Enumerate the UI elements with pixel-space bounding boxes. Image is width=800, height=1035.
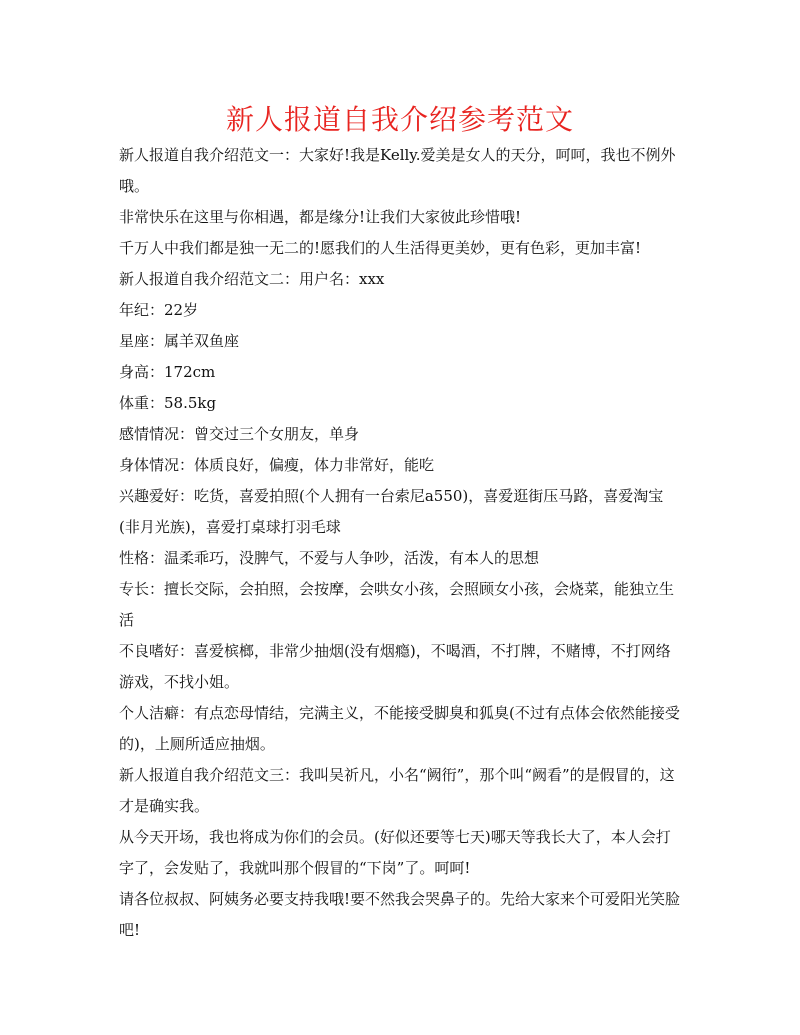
paragraph: 身高：172cm — [119, 363, 216, 381]
paragraph: 非常快乐在这里与你相遇，都是缘分!让我们大家彼此珍惜哦! — [119, 208, 522, 226]
paragraph: 请各位叔叔、阿姨务必要支持我哦!要不然我会哭鼻子的。先给大家来个可爱阳光笑脸吧! — [119, 890, 681, 939]
document-body — [119, 140, 681, 946]
paragraph: 专长：擅长交际，会拍照，会按摩，会哄女小孩，会照顾女小孩，会烧菜，能独立生活 — [119, 580, 675, 629]
paragraph: 不良嗜好：喜爱槟榔，非常少抽烟(没有烟瘾)，不喝酒，不打牌，不赌博，不打网络游戏，不找小姐。 — [119, 642, 671, 691]
paragraph: 新人报道自我介绍范文三：我叫吴祈凡，小名“阙衎”，那个叫“阙看”的是假冒的，这才是确实我。 — [119, 766, 675, 815]
paragraph: 身体情况：体质良好，偏瘦，体力非常好，能吃 — [119, 456, 435, 474]
document-title: 新人报道自我介绍参考范文 — [225, 103, 574, 136]
paragraph: 年纪：22岁 — [119, 301, 199, 319]
paragraph: 新人报道自我介绍范文二：用户名：xxx — [119, 270, 385, 288]
paragraph: 性格：温柔乖巧，没脾气，不爱与人争吵，活泼，有本人的思想 — [119, 549, 540, 567]
paragraph: 星座：属羊双鱼座 — [119, 332, 240, 350]
paragraph: 体重：58.5kg — [119, 394, 217, 412]
paragraph: 个人洁癖：有点恋母情结，完满主义，不能接受脚臭和狐臭(不过有点体会依然能接受的)，上厕所适应抽烟。 — [119, 704, 680, 753]
paragraph: 新人报道自我介绍范文一：大家好!我是Kelly.爱美是女人的天分，呵呵，我也不例外哦。 — [119, 146, 676, 195]
paragraph: 兴趣爱好：吃货，喜爱拍照(个人拥有一台索尼a550)，喜爱逛街压马路，喜爱淘宝(非月光族)，喜爱打桌球打羽毛球 — [119, 487, 664, 536]
paragraph: 感情情况：曾交过三个女朋友，单身 — [119, 425, 360, 443]
paragraph: 从今天开场，我也将成为你们的会员。(好似还要等七天)哪天等我长大了，本人会打字了，会发贴了，我就叫那个假冒的“下岗”了。呵呵! — [119, 828, 671, 877]
paragraph: 千万人中我们都是独一无二的!愿我们的人生活得更美妙，更有色彩，更加丰富! — [119, 239, 642, 257]
